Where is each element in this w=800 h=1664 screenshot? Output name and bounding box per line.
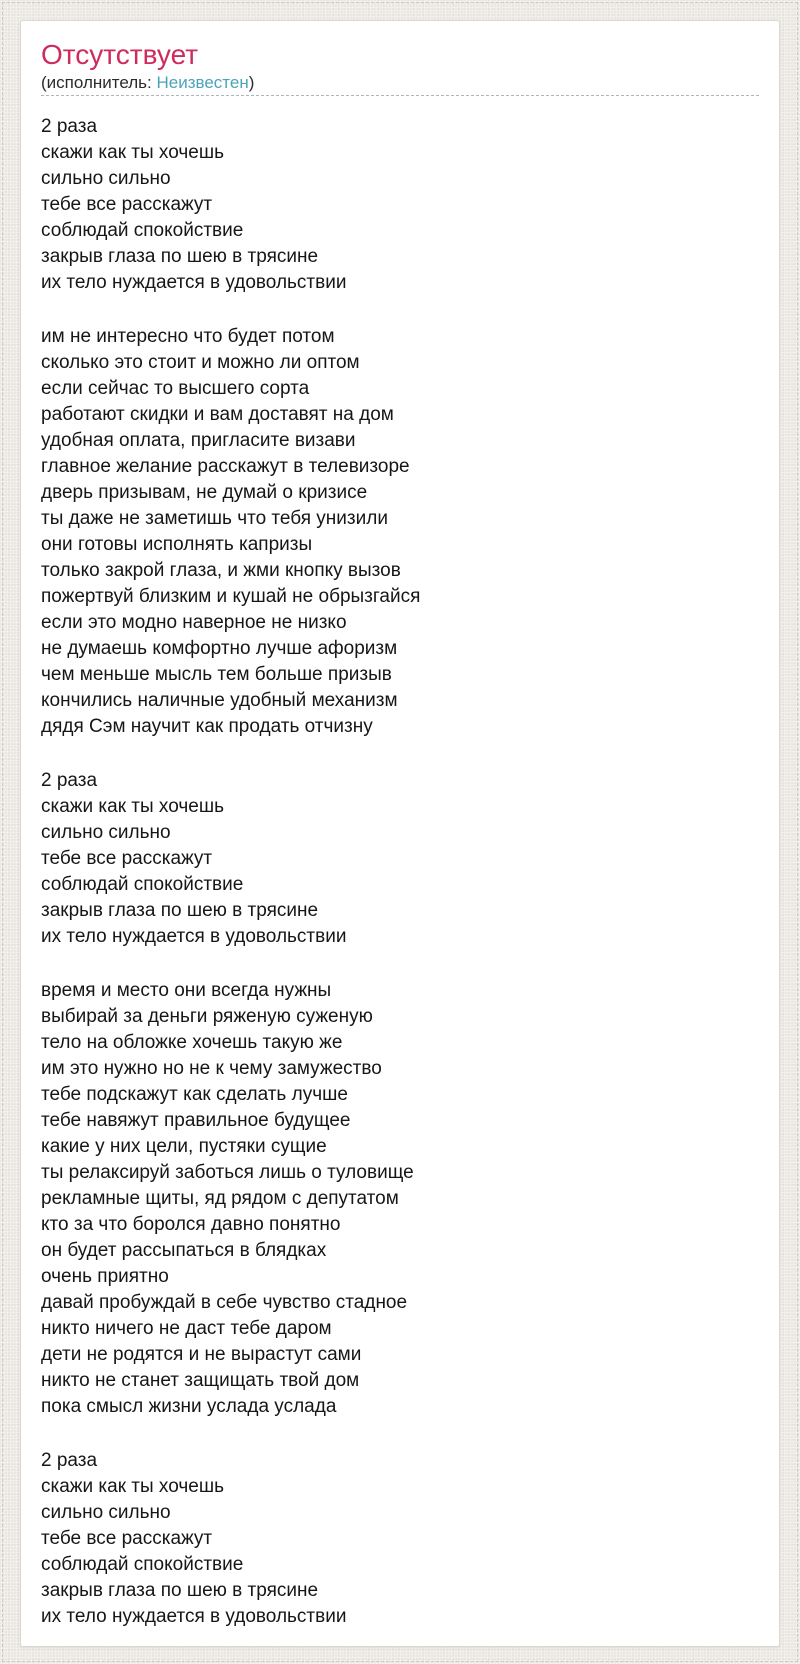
lyric-line: тебе все расскажут — [41, 194, 213, 215]
stanza — [41, 768, 759, 950]
artist-line-suffix: ) — [248, 73, 255, 92]
lyric-line: их тело нуждается в удовольствии — [41, 1606, 347, 1627]
lyric-line: пожертвуй близким и кушай не обрызгайся — [41, 586, 421, 607]
song-header — [41, 39, 759, 96]
stanza — [41, 978, 759, 1420]
lyric-line: им это нужно но не к чему замужество — [41, 1058, 382, 1079]
lyric-line: удобная оплата, пригласите визави — [41, 430, 356, 451]
lyric-line: дети не родятся и не вырастут сами — [41, 1344, 362, 1365]
stanza — [41, 1448, 759, 1630]
lyric-line: время и место они всегда нужны — [41, 980, 332, 1001]
artist-line — [41, 74, 759, 96]
lyric-line: пока смысл жизни услада услада — [41, 1396, 337, 1417]
lyric-line: ты даже не заметишь что тебя унизили — [41, 508, 388, 529]
lyric-line: давай пробуждай в себе чувство стадное — [41, 1292, 408, 1313]
lyric-line: тебе подскажут как сделать лучше — [41, 1084, 348, 1105]
lyric-line: если сейчас то высшего сорта — [41, 378, 310, 399]
lyric-line: не думаешь комфортно лучше афоризм — [41, 638, 398, 659]
lyric-line: их тело нуждается в удовольствии — [41, 926, 347, 947]
lyric-line: 2 раза — [41, 770, 98, 791]
lyric-line: 2 раза — [41, 116, 98, 137]
lyric-line: скажи как ты хочешь — [41, 796, 224, 817]
lyric-line: сколько это стоит и можно ли оптом — [41, 352, 360, 373]
lyric-line: какие у них цели, пустяки сущие — [41, 1136, 327, 1157]
lyric-line: соблюдай спокойствие — [41, 874, 244, 895]
lyric-line: сильно сильно — [41, 822, 171, 843]
lyric-line: им не интересно что будет потом — [41, 326, 335, 347]
lyric-line: главное желание расскажут в телевизоре — [41, 456, 410, 477]
lyric-line: работают скидки и вам доставят на дом — [41, 404, 394, 425]
lyric-line: тебе все расскажут — [41, 848, 213, 869]
lyric-line: никто не станет защищать твой дом — [41, 1370, 360, 1391]
lyric-line: они готовы исполнять капризы — [41, 534, 313, 555]
lyric-line: скажи как ты хочешь — [41, 142, 224, 163]
lyric-line: выбирай за деньги ряженую суженую — [41, 1006, 373, 1027]
lyric-line: только закрой глаза, и жми кнопку вызов — [41, 560, 401, 581]
artist-label: (исполнитель: — [41, 73, 157, 92]
lyric-line: очень приятно — [41, 1266, 169, 1287]
lyric-line: тело на обложке хочешь такую же — [41, 1032, 343, 1053]
lyric-line: соблюдай спокойствие — [41, 1554, 244, 1575]
stanza — [41, 324, 759, 740]
lyric-line: тебе навяжут правильное будущее — [41, 1110, 351, 1131]
lyrics-card — [20, 20, 780, 1647]
lyric-line: кончились наличные удобный механизм — [41, 690, 398, 711]
lyric-line: их тело нуждается в удовольствии — [41, 272, 347, 293]
lyric-line: чем меньше мысль тем больше призыв — [41, 664, 392, 685]
lyrics-text — [41, 114, 759, 1630]
lyric-line: скажи как ты хочешь — [41, 1476, 224, 1497]
lyric-line: кто за что боролся давно понятно — [41, 1214, 341, 1235]
stanza — [41, 114, 759, 296]
lyric-line: он будет рассыпаться в блядках — [41, 1240, 327, 1261]
lyric-line: сильно сильно — [41, 168, 171, 189]
lyric-line: дядя Сэм научит как продать отчизну — [41, 716, 373, 737]
song-title: Отсутствует — [41, 39, 199, 70]
lyric-line: если это модно наверное не низко — [41, 612, 347, 633]
lyric-line: соблюдай спокойствие — [41, 220, 244, 241]
lyric-line: сильно сильно — [41, 1502, 171, 1523]
lyric-line: тебе все расскажут — [41, 1528, 213, 1549]
lyric-line: ты релаксируй заботься лишь о туловище — [41, 1162, 414, 1183]
lyric-line: 2 раза — [41, 1450, 98, 1471]
lyric-line: дверь призывам, не думай о кризисе — [41, 482, 368, 503]
lyric-line: закрыв глаза по шею в трясине — [41, 1580, 319, 1601]
lyric-line: никто ничего не даст тебе даром — [41, 1318, 332, 1339]
lyric-line: закрыв глаза по шею в трясине — [41, 246, 319, 267]
lyric-line: закрыв глаза по шею в трясине — [41, 900, 319, 921]
lyric-line: рекламные щиты, яд рядом с депутатом — [41, 1188, 399, 1209]
artist-link[interactable]: Неизвестен — [156, 73, 249, 92]
